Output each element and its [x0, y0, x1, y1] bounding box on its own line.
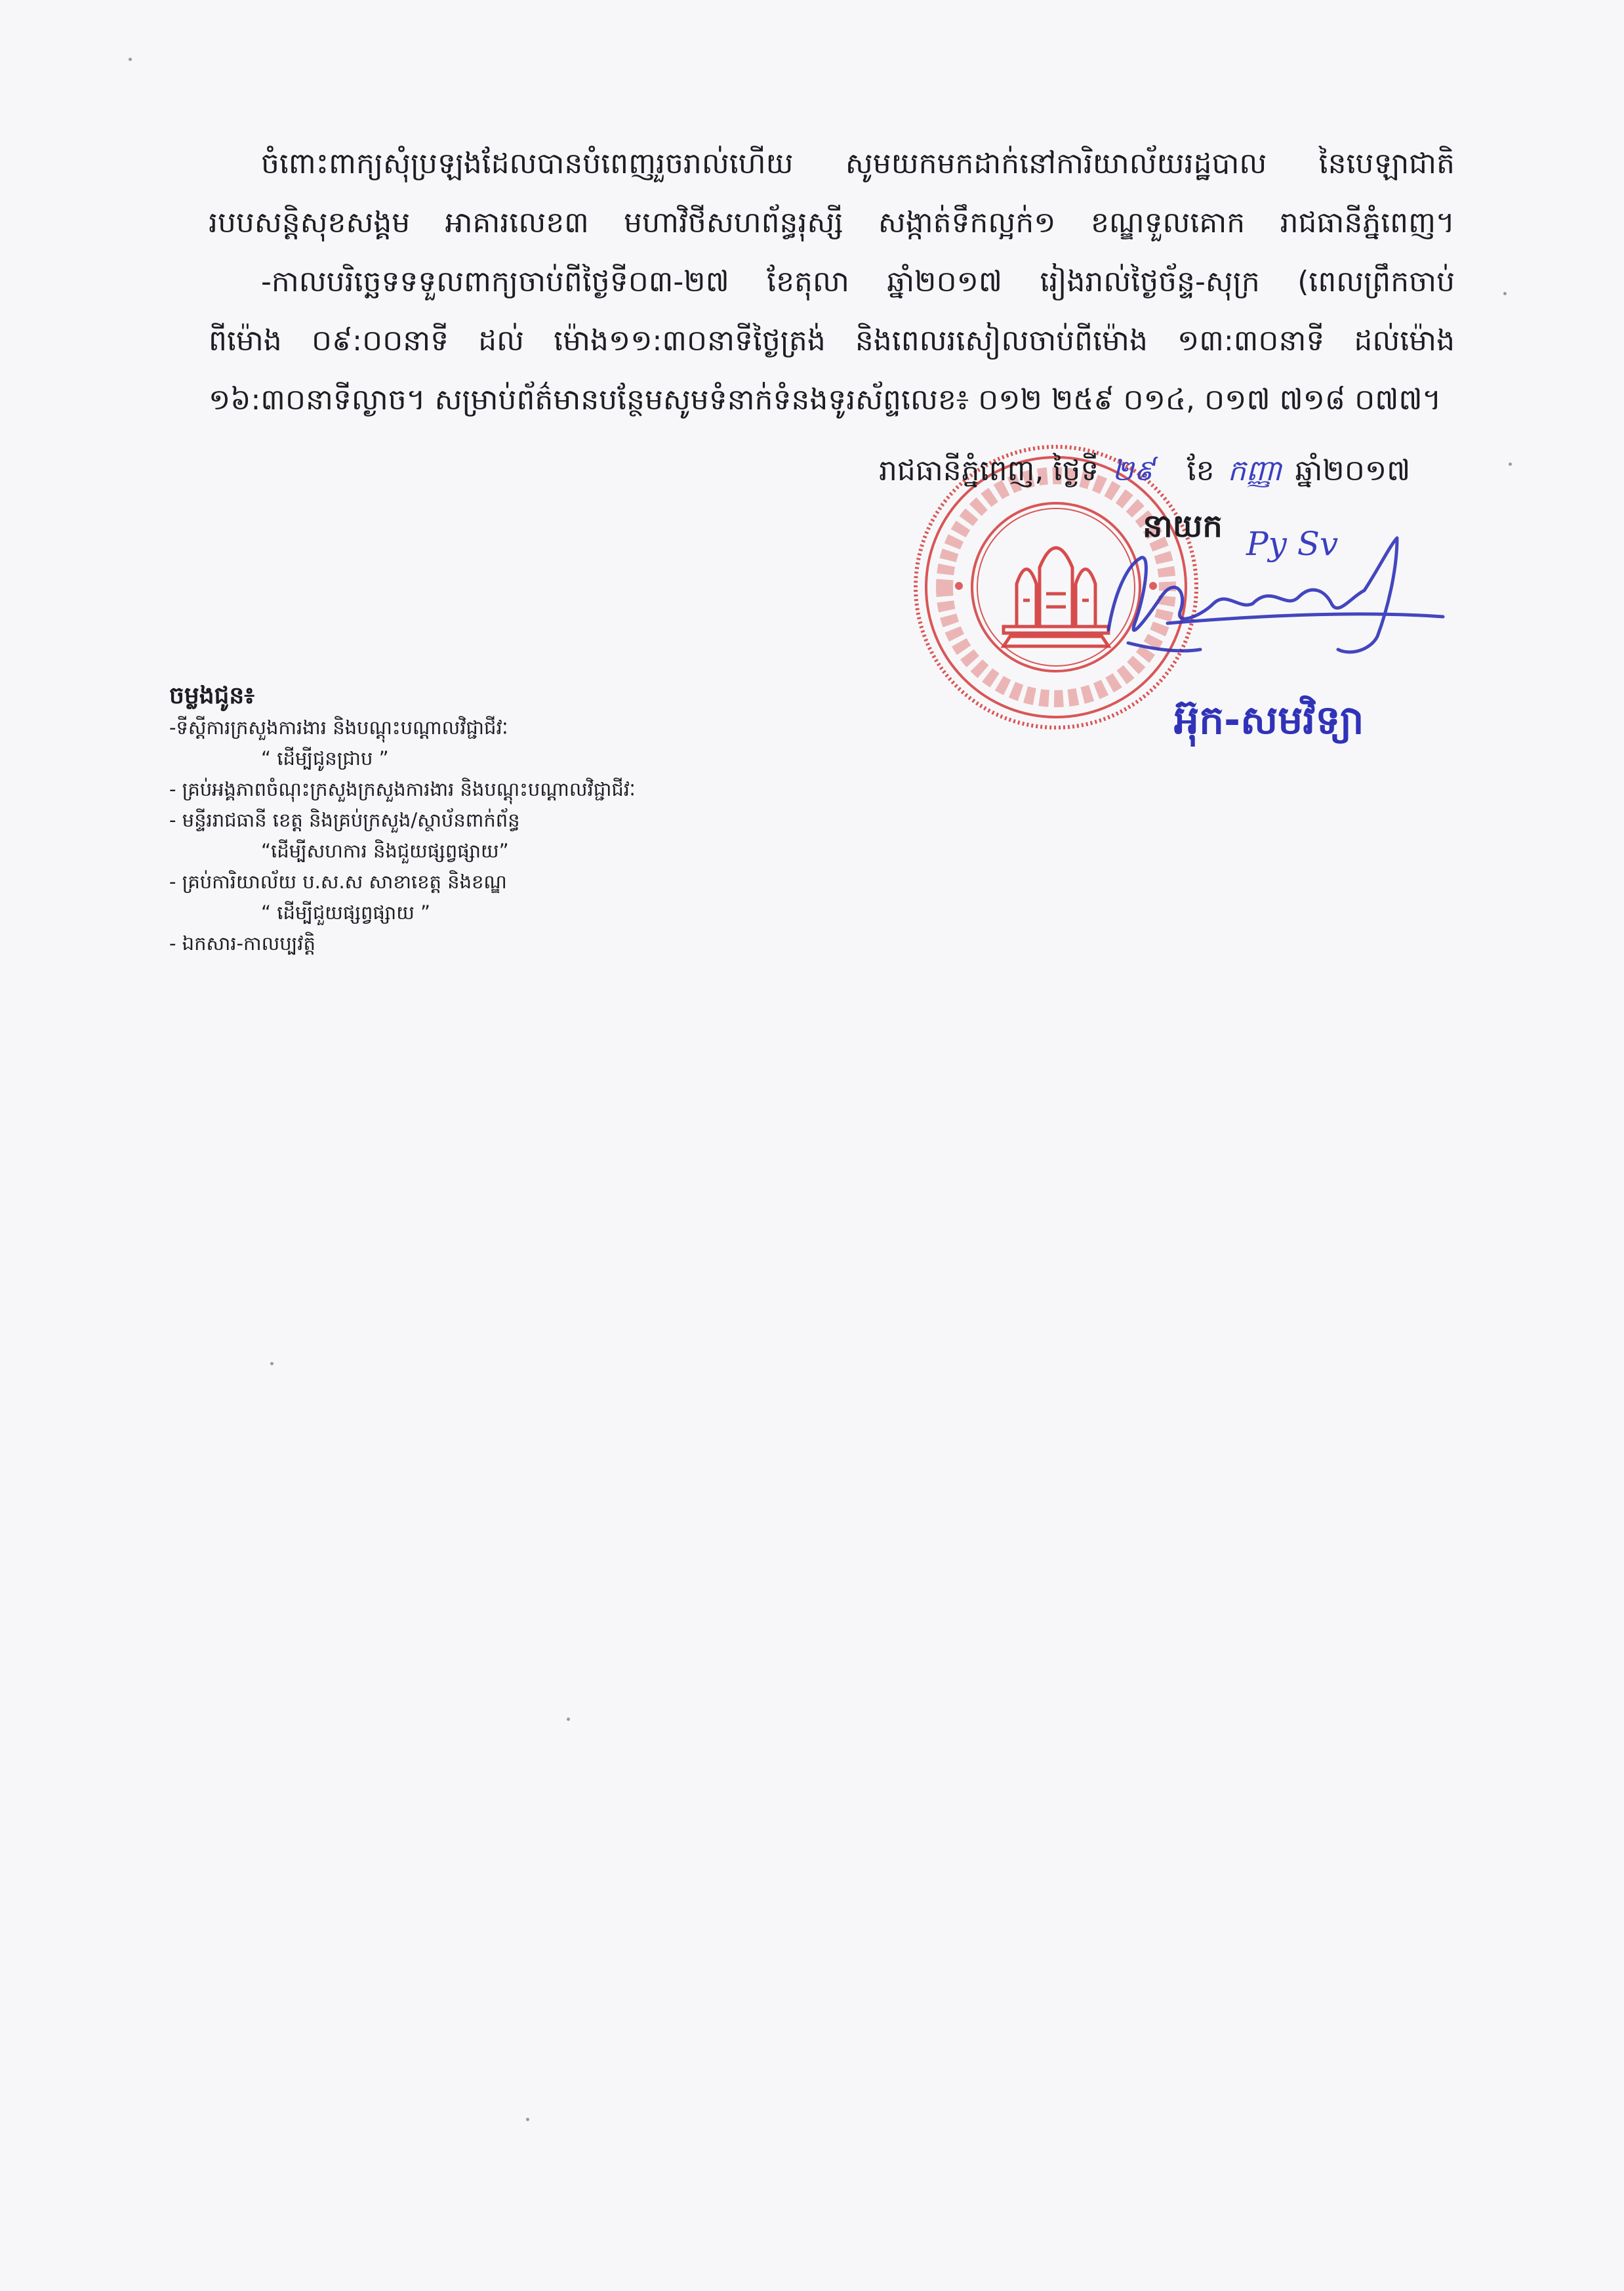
- body-line-1: ចំពោះពាក្យសុំប្រឡងដែលបានបំពេញរួចរាល់ហើយ សូមយកមកដាក់នៅការិយាល័យរដ្ឋបាល នៃបេឡាជាតិ: [261, 147, 1455, 180]
- body-line-5: ១៦:៣០នាទីល្ងាច។ សម្រាប់ព័ត៌មានបន្ថែមសូមទំនាក់ទំនងទូរស័ព្ទលេខ៖ ០១២ ២៥៩ ០១៤, ០១៧ ៧១៨ ០៧៧។: [209, 383, 1442, 417]
- scan-speck: [1503, 292, 1507, 295]
- distribution-title: ចម្លងជូន៖: [169, 682, 255, 709]
- body-line-3: -កាលបរិច្ឆេទទទួលពាក្យចាប់ពីថ្ងៃទី០៣-២៧ ខែតុលា ឆ្នាំ២០១៧ រៀងរាល់ថ្ងៃច័ន្ទ-សុក្រ (ពេលព្រឹកចាប់: [261, 265, 1455, 299]
- distribution-item: - ឯកសារ-កាលប្បវត្តិ: [169, 932, 315, 955]
- distribution-list: [169, 680, 956, 959]
- dateline-prefix: រាជធានីភ្នំពេញ, ថ្ងៃទី: [879, 454, 1099, 487]
- body-line-2: របបសន្តិសុខសង្គម អាគារលេខ៣ មហាវិថីសហព័ន្ធរុស្សី សង្កាត់ទឹកល្អក់១ ខណ្ឌទួលគោក រាជធានីភ្នំពេញ។: [209, 206, 1455, 239]
- scan-speck: [1509, 463, 1512, 466]
- distribution-item: - មន្ទីររាជធានី ខេត្ត និងគ្រប់ក្រសួង/ស្ថាប័នពាក់ព័ន្ធ: [169, 809, 520, 831]
- place-date-line: [879, 453, 1410, 495]
- dateline-year: ឆ្នាំ២០១៧: [1295, 454, 1411, 487]
- distribution-item: -ទីស្តីការក្រសួងការងារ និងបណ្តុះបណ្តាលវិជ្ជាជីវៈ: [169, 716, 508, 739]
- scan-speck: [129, 58, 132, 61]
- signatory-initials: Py Sv: [1246, 525, 1339, 563]
- dateline-month-prefix: ខែ: [1187, 454, 1215, 487]
- dateline-month: កញ្ញា: [1227, 454, 1282, 487]
- signatory-name: អ៊ុក-សមវិទ្យា: [1174, 697, 1364, 743]
- distribution-item: “ ដើម្បីជួយផ្សព្វផ្សាយ ”: [261, 901, 431, 924]
- scan-speck: [526, 2118, 529, 2121]
- dateline-day: ២៩: [1112, 454, 1154, 487]
- handwritten-signature: [1089, 518, 1456, 689]
- body-paragraphs: [209, 134, 1455, 430]
- distribution-item: - គ្រប់ការិយាល័យ ប.ស.ស សាខាខេត្ត និងខណ្ឌ: [169, 871, 507, 893]
- scan-speck: [567, 1718, 570, 1721]
- scan-speck: [270, 1362, 274, 1365]
- distribution-item: “ ដើម្បីជូនជ្រាប ”: [261, 747, 389, 770]
- distribution-item: “ដើម្បីសហការ និងជួយផ្សព្វផ្សាយ”: [261, 840, 509, 862]
- signatory-title: នាយក: [1143, 508, 1223, 545]
- distribution-item: - គ្រប់អង្គភាពចំណុះក្រសួងក្រសួងការងារ និងបណ្តុះបណ្តាលវិជ្ជាជីវៈ: [169, 778, 636, 800]
- body-line-4: ពីម៉ោង ០៩:០០នាទី ដល់ ម៉ោង១១:៣០នាទីថ្ងៃត្រង់ និងពេលរសៀលចាប់ពីម៉ោង ១៣:៣០នាទី ដល់ម៉ោង: [209, 324, 1455, 358]
